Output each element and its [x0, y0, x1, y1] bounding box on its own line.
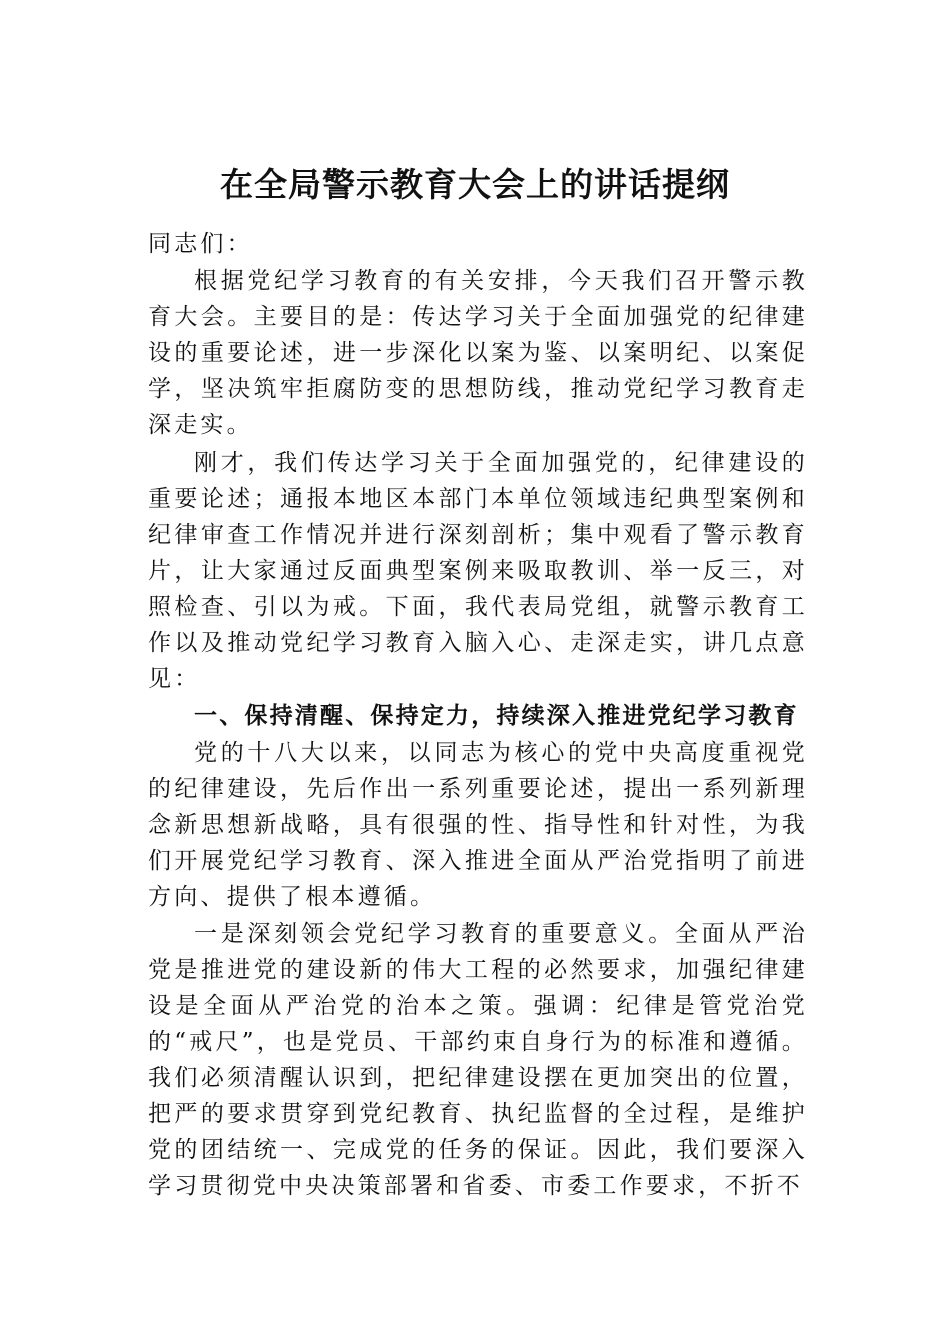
paragraph-intro: 根据党纪学习教育的有关安排，今天我们召开警示教育大会。主要目的是：传达学习关于全面加强党的纪律建设的重要论述，进一步深化以案为鉴、以案明纪、以案促学，坚决筑牢拒腐防变的思想防线，推动党纪学习教育走深走实。: [148, 268, 808, 439]
paragraph-summary: 刚才，我们传达学习关于全面加强党的，纪律建设的重要论述；通报本地区本部门本单位领域违纪典型案例和纪律审查工作情况并进行深刻剖析；集中观看了警示教育片，让大家通过反面典型案例来吸取教训、举一反三，对照检查、引以为戒。下面，我代表局党组，就警示教育工作以及推动党纪学习教育入脑入心、走深走实，讲几点意见：: [148, 449, 808, 692]
paragraph-background: 党的十八大以来，以同志为核心的党中央高度重视党的纪律建设，先后作出一系列重要论述，提出一系列新理念新思想新战略，具有很强的性、指导性和针对性，为我们开展党纪学习教育、深入推进全面从严治党指明了前进方向、提供了根本遵循。: [148, 740, 808, 911]
greeting: 同志们：: [148, 231, 253, 257]
document-title: 在全局警示教育大会上的讲话提纲: [220, 165, 730, 204]
paragraph-point-one: 一是深刻领会党纪学习教育的重要意义。全面从严治党是推进党的建设新的伟大工程的必然要求，加强纪律建设是全面从严治党的治本之策。强调：纪律是管党治党的“戒尺”，也是党员、干部约束自身行为的标准和遵循。我们必须清醒认识到，把纪律建设摆在更加突出的位置，把严的要求贯穿到党纪教育、执纪监督的全过程，是维护党的团结统一、完成党的任务的保证。因此，我们要深入学习贯彻党中央决策部署和省委、市委工作要求，不折不: [148, 921, 808, 1200]
document-body: [148, 226, 808, 1206]
section-heading: 一、保持清醒、保持定力，持续深入推进党纪学习教育: [194, 702, 799, 729]
